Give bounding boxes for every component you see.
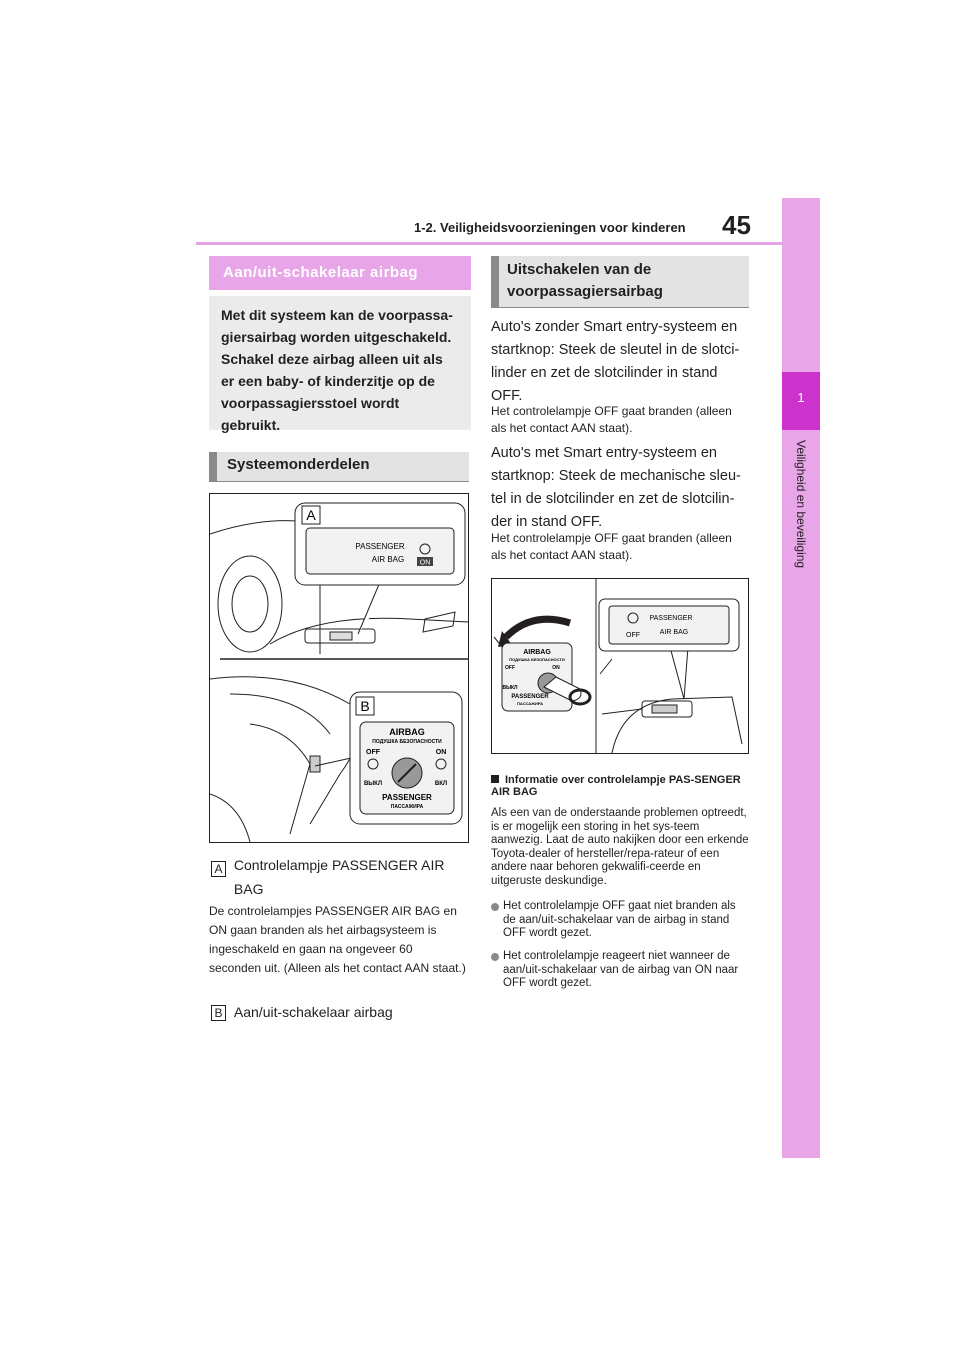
main-heading: Aan/uit-schakelaar airbag <box>209 256 471 290</box>
indicator-text-1: PASSENGER <box>355 542 405 551</box>
section-heading: Systeemonderdelen <box>209 452 469 482</box>
switch-on-ru: ВКЛ <box>434 781 448 787</box>
callout-b <box>315 692 462 824</box>
chapter-side-tab <box>782 198 820 1158</box>
indicator-text-2: AIR BAG <box>371 555 405 564</box>
section-title: 1-2. Veiligheidsvoorzieningen voor kinderen <box>414 220 686 235</box>
key-switch-figure <box>491 578 749 754</box>
key-switch <box>494 619 590 711</box>
item-b <box>211 1001 471 1024</box>
indicator-off-text: OFF <box>626 632 640 639</box>
para-no-smart-entry: Auto's zonder Smart entry-systeem en startknop: Steek de sleutel in de slotci-linder en zet de slotcilinder in stand OFF. <box>491 319 740 404</box>
key-off-ru: ВЫКЛ <box>502 685 518 691</box>
para-smart-entry: Auto's met Smart entry-systeem en startknop: Steek de mechanische sleu-tel in de slotcilinder en zet de slotcilin-der in stand OFF. <box>491 445 741 530</box>
switch-passenger-ru: ПАССАЖИРА <box>390 804 424 810</box>
key-subtitle: ПОДУШКА БЕЗОПАСНОСТИ <box>509 657 565 662</box>
indicator-text-2: AIR BAG <box>659 629 689 636</box>
info-heading-text: Informatie over controlelampje PAS-SENGER AIR BAG <box>491 774 741 798</box>
bullet-2 <box>491 950 749 991</box>
key-on-label: ON <box>552 665 560 671</box>
figure-label-b: B <box>360 698 370 714</box>
bullet-1-text: Het controlelampje OFF gaat niet branden als de aan/uit-schakelaar van de airbag in stand OFF wordt gezet. <box>503 900 736 939</box>
switch-off-label: OFF <box>366 749 380 756</box>
bullet-2-text: Het controlelampje reageert niet wanneer de aan/uit-schakelaar van de airbag van ON naar OFF wordt gezet. <box>503 950 739 989</box>
switch-on-label: ON <box>435 749 447 756</box>
key-switch-illustration <box>492 579 748 753</box>
item-a-letter: A <box>211 861 226 877</box>
right-heading-rule <box>491 307 749 308</box>
info-text: Als een van de onderstaande problemen optreedt, is er mogelijk een storing in het sys-teem aanwezig. Laat de auto nakijken door een erkende Toyota-dealer of hersteller/repa-rateur of een andere naar behoren gekwalifi-ceerde en uitgeruste deskundige. <box>491 807 749 887</box>
info-heading <box>491 774 747 798</box>
header-rule <box>196 242 782 245</box>
switch-off-ru: ВЫКЛ <box>363 781 383 787</box>
intro-box: Met dit systeem kan de voorpassa-giersairbag worden uitgeschakeld. Schakel deze airbag alleen uit als er een baby- of kinderzitje op de voorpassagiersstoel wordt gebruikt. <box>209 296 471 430</box>
off-indicator-callout <box>599 599 739 699</box>
note-smart-entry: Het controlelampje OFF gaat branden (alleen als het contact AAN staat). <box>491 531 732 562</box>
indicator-state: ON <box>419 559 431 567</box>
switch-title: AIRBAG <box>389 727 425 737</box>
key-passenger-ru: ПАССАЖИРА <box>517 701 543 706</box>
right-heading: Uitschakelen van de voorpassagiersairbag <box>491 256 749 308</box>
switch-subtitle: ПОДУШКА БЕЗОПАСНОСТИ <box>372 739 442 745</box>
item-b-label: Aan/uit-schakelaar airbag <box>233 1004 393 1020</box>
switch-passenger: PASSENGER <box>382 793 432 802</box>
note-no-smart-entry: Het controlelampje OFF gaat branden (alleen als het contact AAN staat). <box>491 404 732 435</box>
section-rule <box>209 481 469 482</box>
item-a-note: De controlelampjes PASSENGER AIR BAG en ON gaan branden als het airbagsysteem is ingeschakeld en gaan na ongeveer 60 seconden uit. (Alleen als het contact AAN staat.) <box>209 904 466 975</box>
indicator-text-1: PASSENGER <box>649 615 693 622</box>
dashboard-illustration <box>210 494 468 842</box>
figure-label-a: A <box>306 507 316 523</box>
bullet-icon <box>491 953 499 961</box>
rotate-arrow-icon <box>506 619 570 637</box>
item-b-letter: B <box>211 1005 226 1021</box>
dashboard-figure <box>209 493 469 843</box>
page-number: 45 <box>722 210 751 240</box>
key-off-label: OFF <box>505 665 515 671</box>
item-a <box>211 857 471 905</box>
chapter-number: 1 <box>797 390 805 405</box>
item-a-label: Controlelampje PASSENGER AIR BAG <box>233 857 445 897</box>
bullet-icon <box>491 903 499 911</box>
key-passenger: PASSENGER <box>511 694 549 700</box>
square-bullet-icon <box>491 775 499 783</box>
bullet-1 <box>491 900 749 941</box>
key-title: AIRBAG <box>523 649 551 656</box>
chapter-title: Veiligheid en beveiliging <box>794 440 808 569</box>
